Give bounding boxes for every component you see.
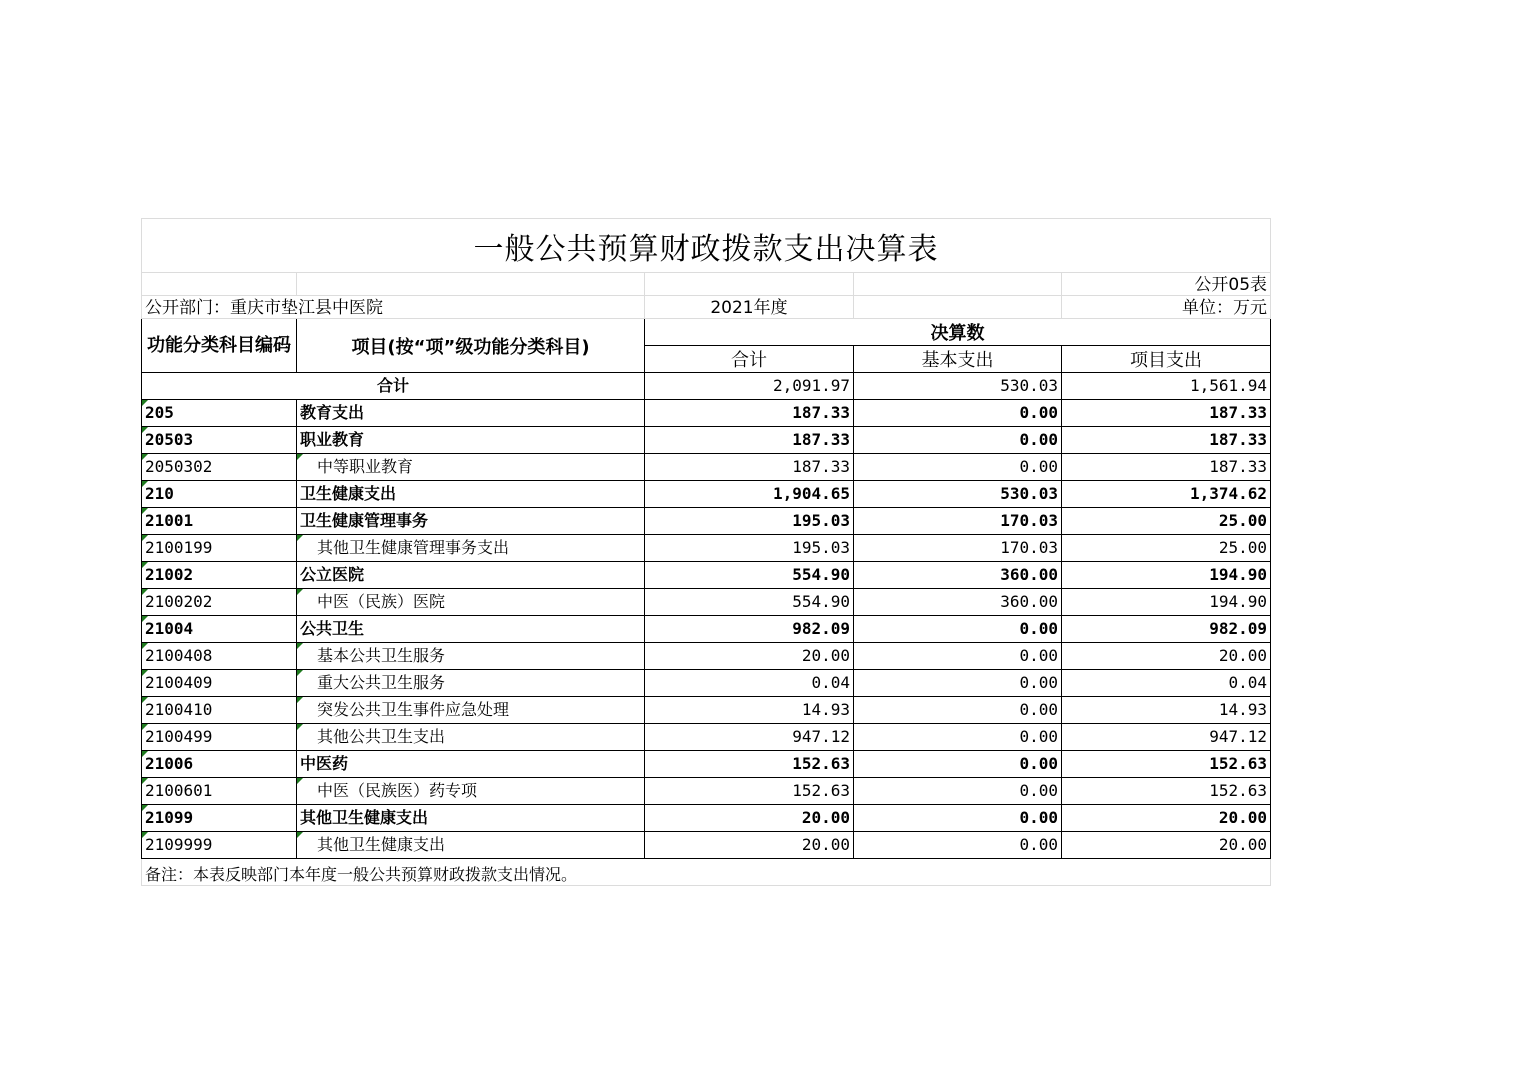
total-cell: 20.00 [645, 805, 854, 832]
code-cell: 205 [142, 400, 297, 427]
name-cell: 基本公共卫生服务 [297, 643, 645, 670]
unit-label: 单位：万元 [1062, 296, 1271, 319]
note-marker-icon [142, 400, 148, 406]
project-cell: 194.90 [1062, 589, 1271, 616]
total-row [142, 373, 1271, 400]
code-cell: 21001 [142, 508, 297, 535]
header-item: 项目(按“项”级功能分类科目) [297, 319, 645, 373]
basic-cell: 360.00 [854, 562, 1062, 589]
name-cell: 中医（民族）医院 [297, 589, 645, 616]
name-cell: 其他卫生健康支出 [297, 805, 645, 832]
name-cell: 其他卫生健康管理事务支出 [297, 535, 645, 562]
note-marker-icon [142, 427, 148, 433]
note-marker-icon [142, 454, 148, 460]
department-label: 公开部门：重庆市垫江县中医院 [142, 296, 645, 319]
note-marker-icon [142, 481, 148, 487]
basic-cell: 0.00 [854, 643, 1062, 670]
table-row [142, 697, 1271, 724]
note-marker-icon [142, 751, 148, 757]
budget-sheet [141, 218, 1270, 886]
note-marker-icon [297, 724, 303, 730]
project-cell: 20.00 [1062, 805, 1271, 832]
basic-cell: 0.00 [854, 454, 1062, 481]
name-cell: 公共卫生 [297, 616, 645, 643]
project-cell: 14.93 [1062, 697, 1271, 724]
note-marker-icon [297, 589, 303, 595]
budget-table [141, 218, 1271, 886]
note-marker-icon [142, 832, 148, 838]
name-cell: 其他卫生健康支出 [297, 832, 645, 859]
table-row [142, 481, 1271, 508]
basic-cell: 170.03 [854, 535, 1062, 562]
basic-cell: 0.00 [854, 832, 1062, 859]
project-cell: 187.33 [1062, 400, 1271, 427]
code-cell: 210 [142, 481, 297, 508]
total-cell: 947.12 [645, 724, 854, 751]
total-cell: 152.63 [645, 751, 854, 778]
code-cell: 21004 [142, 616, 297, 643]
code-cell: 21006 [142, 751, 297, 778]
basic-cell: 0.00 [854, 400, 1062, 427]
total-cell: 187.33 [645, 427, 854, 454]
name-cell: 中医（民族医）药专项 [297, 778, 645, 805]
project-cell: 20.00 [1062, 832, 1271, 859]
code-cell: 2100409 [142, 670, 297, 697]
basic-cell: 0.00 [854, 751, 1062, 778]
name-cell: 其他公共卫生支出 [297, 724, 645, 751]
project-cell: 152.63 [1062, 751, 1271, 778]
table-row [142, 643, 1271, 670]
table-row [142, 751, 1271, 778]
total-cell: 0.04 [645, 670, 854, 697]
basic-cell: 0.00 [854, 670, 1062, 697]
note-marker-icon [142, 805, 148, 811]
basic-cell: 0.00 [854, 697, 1062, 724]
table-row [142, 454, 1271, 481]
total-label: 合计 [142, 373, 645, 400]
note-marker-icon [142, 643, 148, 649]
project-cell: 25.00 [1062, 535, 1271, 562]
basic-cell: 0.00 [854, 724, 1062, 751]
name-cell: 职业教育 [297, 427, 645, 454]
header-code: 功能分类科目编码 [142, 319, 297, 373]
total-cell: 195.03 [645, 508, 854, 535]
note-marker-icon [142, 562, 148, 568]
fiscal-year: 2021年度 [645, 296, 854, 319]
total-cell: 14.93 [645, 697, 854, 724]
form-number: 公开05表 [1062, 273, 1271, 296]
project-cell: 187.33 [1062, 427, 1271, 454]
basic-cell: 0.00 [854, 427, 1062, 454]
total-cell: 152.63 [645, 778, 854, 805]
total-cell: 187.33 [645, 400, 854, 427]
name-cell: 教育支出 [297, 400, 645, 427]
basic-cell: 360.00 [854, 589, 1062, 616]
note-marker-icon [142, 670, 148, 676]
table-row [142, 427, 1271, 454]
table-row [142, 832, 1271, 859]
total-cell: 1,904.65 [645, 481, 854, 508]
header-project: 项目支出 [1062, 346, 1271, 373]
note-marker-icon [297, 454, 303, 460]
code-cell: 2100601 [142, 778, 297, 805]
table-row [142, 724, 1271, 751]
code-cell: 2100199 [142, 535, 297, 562]
note-marker-icon [297, 697, 303, 703]
name-cell: 卫生健康管理事务 [297, 508, 645, 535]
code-cell: 2100499 [142, 724, 297, 751]
code-cell: 21099 [142, 805, 297, 832]
header-total: 合计 [645, 346, 854, 373]
code-cell: 2109999 [142, 832, 297, 859]
note-marker-icon [297, 643, 303, 649]
project-cell: 20.00 [1062, 643, 1271, 670]
name-cell: 中等职业教育 [297, 454, 645, 481]
note-marker-icon [142, 508, 148, 514]
table-row [142, 670, 1271, 697]
note-marker-icon [297, 535, 303, 541]
project-cell: 187.33 [1062, 454, 1271, 481]
project-cell: 1,374.62 [1062, 481, 1271, 508]
project-cell: 0.04 [1062, 670, 1271, 697]
note-marker-icon [142, 778, 148, 784]
note-marker-icon [142, 697, 148, 703]
total-total: 2,091.97 [645, 373, 854, 400]
total-cell: 554.90 [645, 562, 854, 589]
total-cell: 20.00 [645, 832, 854, 859]
total-basic: 530.03 [854, 373, 1062, 400]
table-row [142, 508, 1271, 535]
total-cell: 187.33 [645, 454, 854, 481]
note-marker-icon [297, 670, 303, 676]
code-cell: 20503 [142, 427, 297, 454]
total-cell: 20.00 [645, 643, 854, 670]
code-cell: 2100408 [142, 643, 297, 670]
name-cell: 公立医院 [297, 562, 645, 589]
table-row [142, 535, 1271, 562]
code-cell: 2100202 [142, 589, 297, 616]
basic-cell: 530.03 [854, 481, 1062, 508]
table-row [142, 562, 1271, 589]
note-marker-icon [297, 778, 303, 784]
note-marker-icon [142, 535, 148, 541]
table-row [142, 589, 1271, 616]
basic-cell: 0.00 [854, 778, 1062, 805]
basic-cell: 0.00 [854, 805, 1062, 832]
basic-cell: 0.00 [854, 616, 1062, 643]
project-cell: 25.00 [1062, 508, 1271, 535]
note-marker-icon [142, 589, 148, 595]
name-cell: 突发公共卫生事件应急处理 [297, 697, 645, 724]
basic-cell: 170.03 [854, 508, 1062, 535]
note-marker-icon [142, 616, 148, 622]
footnote: 备注：本表反映部门本年度一般公共预算财政拨款支出情况。 [142, 859, 1271, 886]
project-cell: 152.63 [1062, 778, 1271, 805]
project-cell: 194.90 [1062, 562, 1271, 589]
code-cell: 21002 [142, 562, 297, 589]
header-basic: 基本支出 [854, 346, 1062, 373]
code-cell: 2050302 [142, 454, 297, 481]
project-cell: 947.12 [1062, 724, 1271, 751]
total-cell: 195.03 [645, 535, 854, 562]
code-cell: 2100410 [142, 697, 297, 724]
table-row [142, 805, 1271, 832]
table-row [142, 778, 1271, 805]
project-cell: 982.09 [1062, 616, 1271, 643]
note-marker-icon [297, 832, 303, 838]
name-cell: 中医药 [297, 751, 645, 778]
header-final: 决算数 [645, 319, 1271, 346]
table-row [142, 616, 1271, 643]
total-cell: 982.09 [645, 616, 854, 643]
total-project: 1,561.94 [1062, 373, 1271, 400]
page-title: 一般公共预算财政拨款支出决算表 [142, 219, 1271, 273]
name-cell: 重大公共卫生服务 [297, 670, 645, 697]
total-cell: 554.90 [645, 589, 854, 616]
table-row [142, 400, 1271, 427]
note-marker-icon [142, 724, 148, 730]
name-cell: 卫生健康支出 [297, 481, 645, 508]
